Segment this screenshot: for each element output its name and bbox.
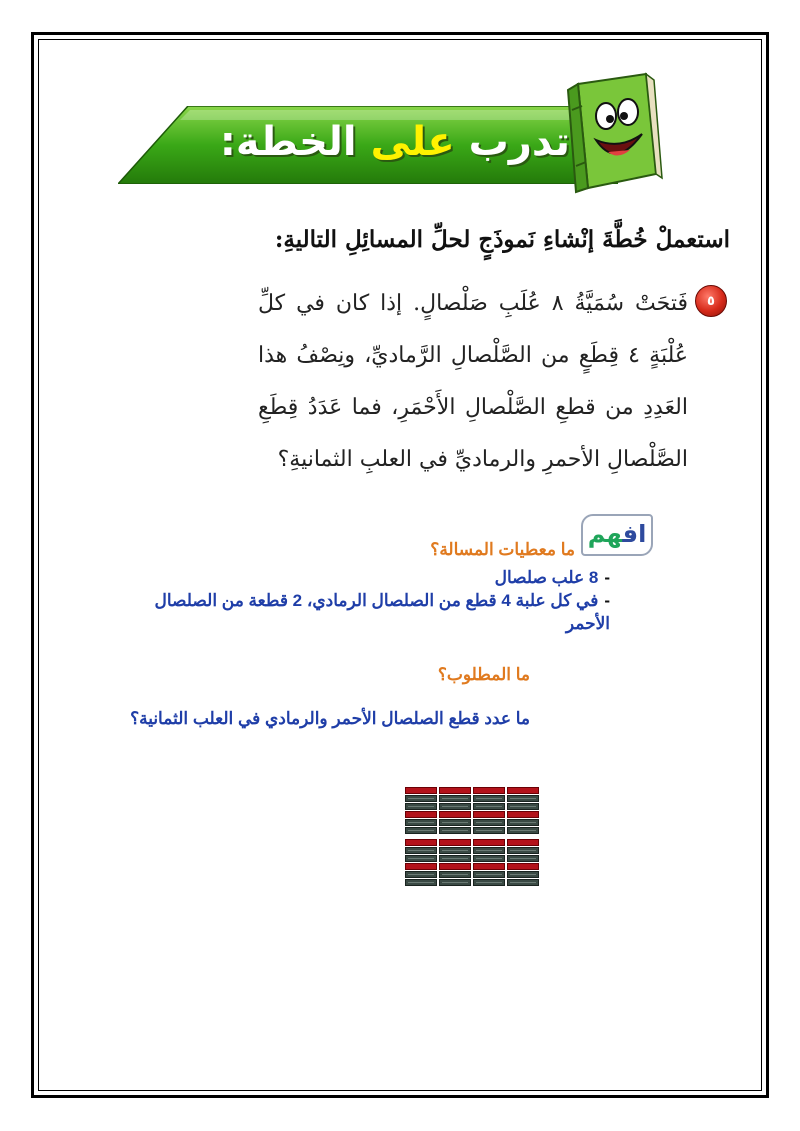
givens-question: ما معطيات المسالة؟ bbox=[430, 540, 575, 559]
gray-clay-piece bbox=[439, 803, 471, 810]
gray-clay-piece bbox=[439, 827, 471, 834]
list-item: -في كل علبة 4 قطع من الصلصال الرمادي، 2 قطعة من الصلصال الأحمر bbox=[154, 591, 610, 633]
gray-clay-piece bbox=[507, 871, 539, 878]
required-answer: ما عدد قطع الصلصال الأحمر والرمادي في العلب الثمانية؟ bbox=[130, 709, 530, 728]
gray-clay-piece bbox=[507, 795, 539, 802]
gray-clay-piece bbox=[439, 847, 471, 854]
red-clay-piece bbox=[405, 839, 437, 846]
required-question: ما المطلوب؟ bbox=[437, 665, 530, 684]
red-clay-piece bbox=[439, 839, 471, 846]
gray-clay-piece bbox=[439, 855, 471, 862]
understand-label: افهم bbox=[581, 514, 653, 556]
red-clay-piece bbox=[473, 811, 505, 818]
gray-clay-piece bbox=[473, 847, 505, 854]
gray-clay-piece bbox=[439, 795, 471, 802]
gray-clay-piece bbox=[405, 795, 437, 802]
red-clay-piece bbox=[507, 787, 539, 794]
gray-clay-piece bbox=[405, 819, 437, 826]
gray-clay-piece bbox=[507, 879, 539, 886]
red-clay-piece bbox=[405, 787, 437, 794]
banner-title: تدرب على الخطة: bbox=[219, 119, 570, 165]
gray-clay-piece bbox=[439, 879, 471, 886]
list-item: -8 علب صلصال bbox=[494, 568, 610, 587]
gray-clay-piece bbox=[473, 879, 505, 886]
red-clay-piece bbox=[507, 811, 539, 818]
instruction-text: استعملْ خُطَّةَ إنْشاءِ نَموذَجٍ لحلِّ المسائِلِ التاليةِ: bbox=[274, 226, 730, 253]
gray-clay-piece bbox=[473, 855, 505, 862]
gray-clay-piece bbox=[473, 871, 505, 878]
gray-clay-piece bbox=[473, 827, 505, 834]
clay-model-grid bbox=[405, 787, 541, 901]
red-clay-piece bbox=[439, 811, 471, 818]
red-clay-piece bbox=[405, 863, 437, 870]
red-clay-piece bbox=[507, 839, 539, 846]
problem-text: فَتحَتْ سُمَيَّةُ ٨ عُلَبِ صَلْصالٍ. إذا كان في كلِّ عُلْبَةٍ ٤ قِطَعٍ من الصَّلْصالِ الرَّماديِّ، ونِصْفُ هذا العَدِدِ من قطعِ الصَّلْصالِ الأَحْمَرِ، فما عَدَدُ قِطَعِ الصَّلْصالِ الأحمرِ والرماديِّ في العلبِ الثمانيةِ؟ bbox=[258, 291, 688, 472]
red-clay-piece bbox=[439, 863, 471, 870]
book-mascot-icon bbox=[558, 70, 666, 194]
red-clay-piece bbox=[473, 863, 505, 870]
gray-clay-piece bbox=[507, 819, 539, 826]
gray-clay-piece bbox=[405, 855, 437, 862]
red-clay-piece bbox=[439, 787, 471, 794]
gray-clay-piece bbox=[473, 803, 505, 810]
gray-clay-piece bbox=[405, 803, 437, 810]
gray-clay-piece bbox=[405, 879, 437, 886]
gray-clay-piece bbox=[507, 855, 539, 862]
gray-clay-piece bbox=[507, 803, 539, 810]
gray-clay-piece bbox=[405, 847, 437, 854]
red-clay-piece bbox=[473, 839, 505, 846]
red-clay-piece bbox=[405, 811, 437, 818]
givens-list bbox=[150, 566, 610, 635]
red-clay-piece bbox=[507, 863, 539, 870]
gray-clay-piece bbox=[405, 827, 437, 834]
gray-clay-piece bbox=[507, 827, 539, 834]
gray-clay-piece bbox=[439, 819, 471, 826]
page-border-inner bbox=[38, 39, 762, 1091]
problem-number-badge: ٥ bbox=[695, 285, 727, 317]
gray-clay-piece bbox=[439, 871, 471, 878]
gray-clay-piece bbox=[473, 795, 505, 802]
red-clay-piece bbox=[473, 787, 505, 794]
gray-clay-piece bbox=[405, 871, 437, 878]
gray-clay-piece bbox=[473, 819, 505, 826]
gray-clay-piece bbox=[507, 847, 539, 854]
